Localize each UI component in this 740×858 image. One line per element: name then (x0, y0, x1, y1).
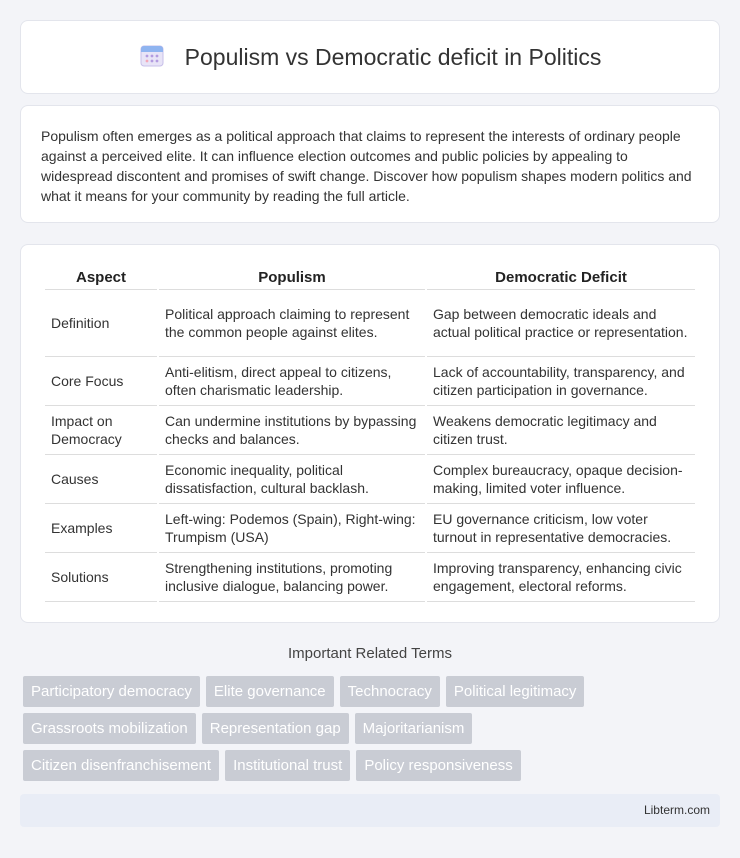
row-populism: Political approach claiming to represent the common people against elites. (159, 290, 425, 357)
row-populism: Left-wing: Podemos (Spain), Right-wing: Trumpism (USA) (159, 504, 425, 553)
tag-row (23, 750, 723, 781)
tag-elite-governance[interactable]: Elite governance (206, 676, 334, 707)
header-card (20, 20, 720, 94)
table-row (45, 357, 695, 406)
tag-row (23, 676, 723, 707)
header-populism: Populism (159, 263, 425, 290)
tag-grassroots-mobilization[interactable]: Grassroots mobilization (23, 713, 196, 744)
page-title: Populism vs Democratic deficit in Politics (184, 43, 602, 70)
calendar-icon (139, 42, 165, 73)
comparison-table (43, 263, 697, 602)
row-populism: Strengthening institutions, promoting inclusive dialogue, balancing power. (159, 553, 425, 602)
row-democratic-deficit: Gap between democratic ideals and actual political practice or representation. (427, 290, 695, 357)
tag-participatory-democracy[interactable]: Participatory democracy (23, 676, 200, 707)
comparison-card (20, 244, 720, 623)
table-row (45, 455, 695, 504)
table-row (45, 406, 695, 455)
tag-policy-responsiveness[interactable]: Policy responsiveness (356, 750, 520, 781)
tag-representation-gap[interactable]: Representation gap (202, 713, 349, 744)
tag-political-legitimacy[interactable]: Political legitimacy (446, 676, 585, 707)
header (139, 42, 602, 73)
tag-row (23, 713, 723, 744)
intro-text: Populism often emerges as a political approach that claims to represent the interests of ordinary people against a perceived elite. It can influence election outcomes and public policies by appealing to widespread discontent and promises of swift change. Discover how populism shapes modern politics and what it means for your community by reading the full article. (41, 128, 692, 204)
header-aspect: Aspect (45, 263, 157, 290)
related-terms-title: Important Related Terms (288, 645, 452, 662)
row-aspect: Solutions (45, 553, 157, 602)
row-democratic-deficit: Lack of accountability, transparency, and citizen participation in governance. (427, 357, 695, 406)
tag-citizen-disenfranchisement[interactable]: Citizen disenfranchisement (23, 750, 219, 781)
row-democratic-deficit: Weakens democratic legitimacy and citizen trust. (427, 406, 695, 455)
intro-card (20, 105, 720, 223)
table-header-row (45, 263, 695, 290)
table-row (45, 290, 695, 357)
row-aspect: Causes (45, 455, 157, 504)
row-aspect: Definition (45, 290, 157, 357)
row-populism: Economic inequality, political dissatisfaction, cultural backlash. (159, 455, 425, 504)
tag-majoritarianism[interactable]: Majoritarianism (355, 713, 473, 744)
row-democratic-deficit: Improving transparency, enhancing civic engagement, electoral reforms. (427, 553, 695, 602)
row-democratic-deficit: Complex bureaucracy, opaque decision-making, limited voter influence. (427, 455, 695, 504)
related-terms (23, 676, 723, 787)
tag-institutional-trust[interactable]: Institutional trust (225, 750, 350, 781)
footer-brand[interactable]: Libterm.com (643, 803, 710, 817)
table-row (45, 504, 695, 553)
row-democratic-deficit: EU governance criticism, low voter turnout in representative democracies. (427, 504, 695, 553)
header-democratic-deficit: Democratic Deficit (427, 263, 695, 290)
row-populism: Can undermine institutions by bypassing checks and balances. (159, 406, 425, 455)
row-aspect: Impact on Democracy (45, 406, 157, 455)
row-populism: Anti-elitism, direct appeal to citizens, often charismatic leadership. (159, 357, 425, 406)
row-aspect: Examples (45, 504, 157, 553)
footer (20, 794, 720, 827)
table-row (45, 553, 695, 602)
row-aspect: Core Focus (45, 357, 157, 406)
tag-technocracy[interactable]: Technocracy (340, 676, 440, 707)
